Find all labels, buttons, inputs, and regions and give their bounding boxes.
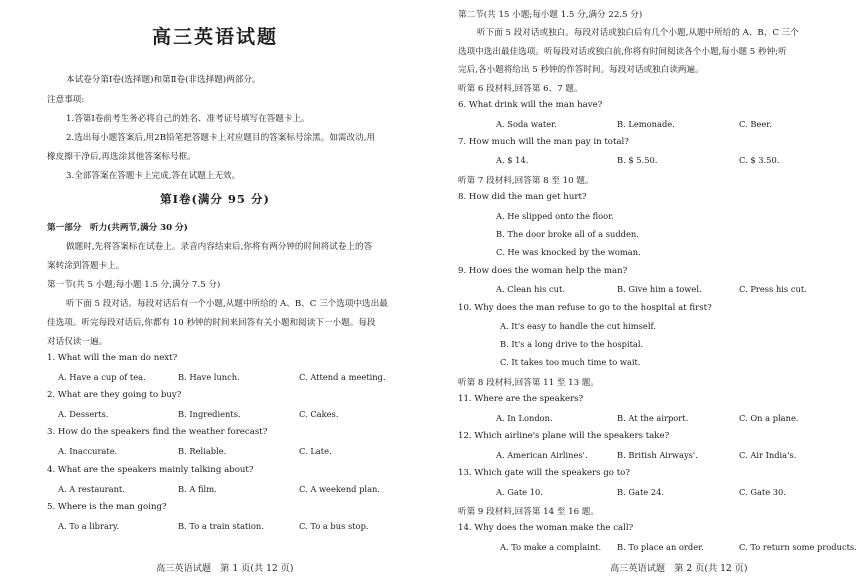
option-b: B. Gate 24.	[617, 487, 665, 497]
material-heading: 听第 9 段材料,回答第 14 至 16 题。	[458, 507, 599, 517]
option-b: B. It's a long drive to the hospital.	[500, 339, 644, 349]
question-text: 9. How does the woman help the man?	[458, 266, 628, 276]
option-a: A. A restaurant.	[58, 484, 125, 494]
option-b: B. To a train station.	[178, 521, 264, 531]
section1-desc-line: 对话仅读一遍。	[47, 337, 108, 347]
option-c: C. Gate 30.	[739, 487, 786, 497]
note-line: 3.全部答案在答题卡上完成,答在试题上无效。	[66, 171, 241, 181]
option-c: C. Cakes.	[299, 409, 339, 419]
material-heading: 听第 7 段材料,回答第 8 至 10 题。	[458, 176, 594, 186]
section2-heading: 第二节(共 15 小题;每小题 1.5 分,满分 22.5 分)	[458, 10, 643, 20]
question-text: 10. Why does the man refuse to go to the hospital at first?	[458, 303, 712, 313]
part1-heading: 第一部分 听力(共两节,满分 30 分)	[47, 223, 188, 233]
option-a: A. Inaccurate.	[58, 446, 118, 456]
option-c: C. $ 3.50.	[739, 155, 780, 165]
option-a: A. American Airlines'.	[496, 450, 588, 460]
option-c: C. To return some products.	[739, 542, 857, 552]
option-b: B. Ingredients.	[178, 409, 241, 419]
volume-heading: 第Ⅰ卷(满分 95 分)	[160, 192, 270, 206]
intro-text: 本试卷分第Ⅰ卷(选择题)和第Ⅱ卷(非选择题)两部分。	[66, 75, 261, 85]
section2-desc-line: 完后,各小题将给出 5 秒钟的作答时间。每段对话或独白读两遍。	[458, 65, 704, 75]
option-a: A. To make a complaint.	[500, 542, 602, 552]
part1-desc-line: 做题时,先将答案标在试卷上。录音内容结束后,你将有两分钟的时间将试卷上的答	[66, 242, 373, 252]
option-a: A. It's easy to handle the cut himself.	[500, 321, 656, 331]
question-text: 11. Where are the speakers?	[458, 394, 584, 404]
option-a: A. Clean his cut.	[496, 284, 565, 294]
option-a: A. Soda water.	[496, 119, 557, 129]
exam-title: 高三英语试题	[151, 26, 278, 48]
option-a: A. Desserts.	[58, 409, 109, 419]
option-c: C. To a bus stop.	[299, 521, 369, 531]
option-a: A. He slipped onto the floor.	[496, 211, 614, 221]
page-footer: 高三英语试题 第 2 页(共 12 页)	[610, 563, 748, 574]
option-a: A. To a library.	[58, 521, 120, 531]
option-a: A. Have a cup of tea.	[58, 372, 146, 382]
note-line: 1.答第Ⅰ卷前考生务必将自己的姓名、准考证号填写在答题卡上。	[66, 114, 310, 124]
material-heading: 听第 8 段材料,回答第 11 至 13 题。	[458, 378, 599, 388]
question-text: 14. Why does the woman make the call?	[458, 523, 634, 533]
option-b: B. At the airport.	[617, 413, 689, 423]
option-b: B. Give him a towel.	[617, 284, 702, 294]
option-c: C. On a plane.	[739, 413, 799, 423]
note-line: 2.选出每小题答案后,用2B铅笔把答题卡上对应题目的答案标号涂黑。如需改动,用	[66, 133, 376, 143]
question-text: 8. How did the man get hurt?	[458, 192, 587, 202]
section2-desc-line: 选项中选出最佳选项。听每段对话或独白前,你将有时间阅读各个小题,每小题 5 秒钟;听	[458, 47, 787, 57]
option-c: C. A weekend plan.	[299, 484, 380, 494]
material-heading: 听第 6 段材料,回答第 6、7 题。	[458, 84, 583, 94]
option-c: C. Beer.	[739, 119, 772, 129]
notes-heading: 注意事项:	[47, 95, 85, 105]
option-c: C. He was knocked by the woman.	[496, 247, 641, 257]
option-b: B. British Airways'.	[617, 450, 698, 460]
option-b: B. $ 5.50.	[617, 155, 658, 165]
option-c: C. Attend a meeting.	[299, 372, 386, 382]
option-b: B. Have lunch.	[178, 372, 240, 382]
note-line: 橡皮擦干净后,再选涂其他答案标号框。	[47, 152, 196, 162]
page-footer: 高三英语试题 第 1 页(共 12 页)	[156, 563, 294, 574]
section1-desc-line: 听下面 5 段对话。每段对话后有一个小题,从题中所给的 A、B、C 三个选项中选出最	[66, 299, 388, 309]
option-a: A. $ 14.	[496, 155, 529, 165]
option-b: B. The door broke all of a sudden.	[496, 229, 639, 239]
option-c: C. Press his cut.	[739, 284, 807, 294]
question-text: 7. How much will the man pay in total?	[458, 137, 629, 147]
question-text: 5. Where is the man going?	[47, 502, 167, 512]
question-text: 13. Which gate will the speakers go to?	[458, 468, 630, 478]
option-b: B. To place an order.	[617, 542, 704, 552]
option-a: A. In London.	[496, 413, 553, 423]
question-text: 3. How do the speakers find the weather forecast?	[47, 427, 268, 437]
question-text: 4. What are the speakers mainly talking about?	[47, 465, 254, 475]
section1-heading: 第一节(共 5 小题;每小题 1.5 分,满分 7.5 分)	[47, 280, 221, 290]
option-a: A. Gate 10.	[496, 487, 543, 497]
part1-desc-line: 案转涂到答题卡上。	[47, 261, 125, 271]
right-page	[430, 0, 860, 577]
section1-desc-line: 佳选项。听完每段对话后,你都有 10 秒钟的时间来回答有关小题和阅读下一小题。每段	[47, 318, 376, 328]
option-c: C. It takes too much time to wait.	[500, 357, 641, 367]
question-text: 6. What drink will the man have?	[458, 100, 603, 110]
section2-desc-line: 听下面 5 段对话或独白。每段对话或独白后有几个小题,从题中所给的 A、B、C 三个	[477, 28, 799, 38]
question-text: 12. Which airline's plane will the speakers take?	[458, 431, 670, 441]
option-b: B. Lemonade.	[617, 119, 675, 129]
option-c: C. Air India's.	[739, 450, 797, 460]
option-b: B. A film.	[178, 484, 217, 494]
question-text: 1. What will the man do next?	[47, 353, 178, 363]
option-b: B. Reliable.	[178, 446, 227, 456]
option-c: C. Late.	[299, 446, 332, 456]
question-text: 2. What are they going to buy?	[47, 390, 182, 400]
